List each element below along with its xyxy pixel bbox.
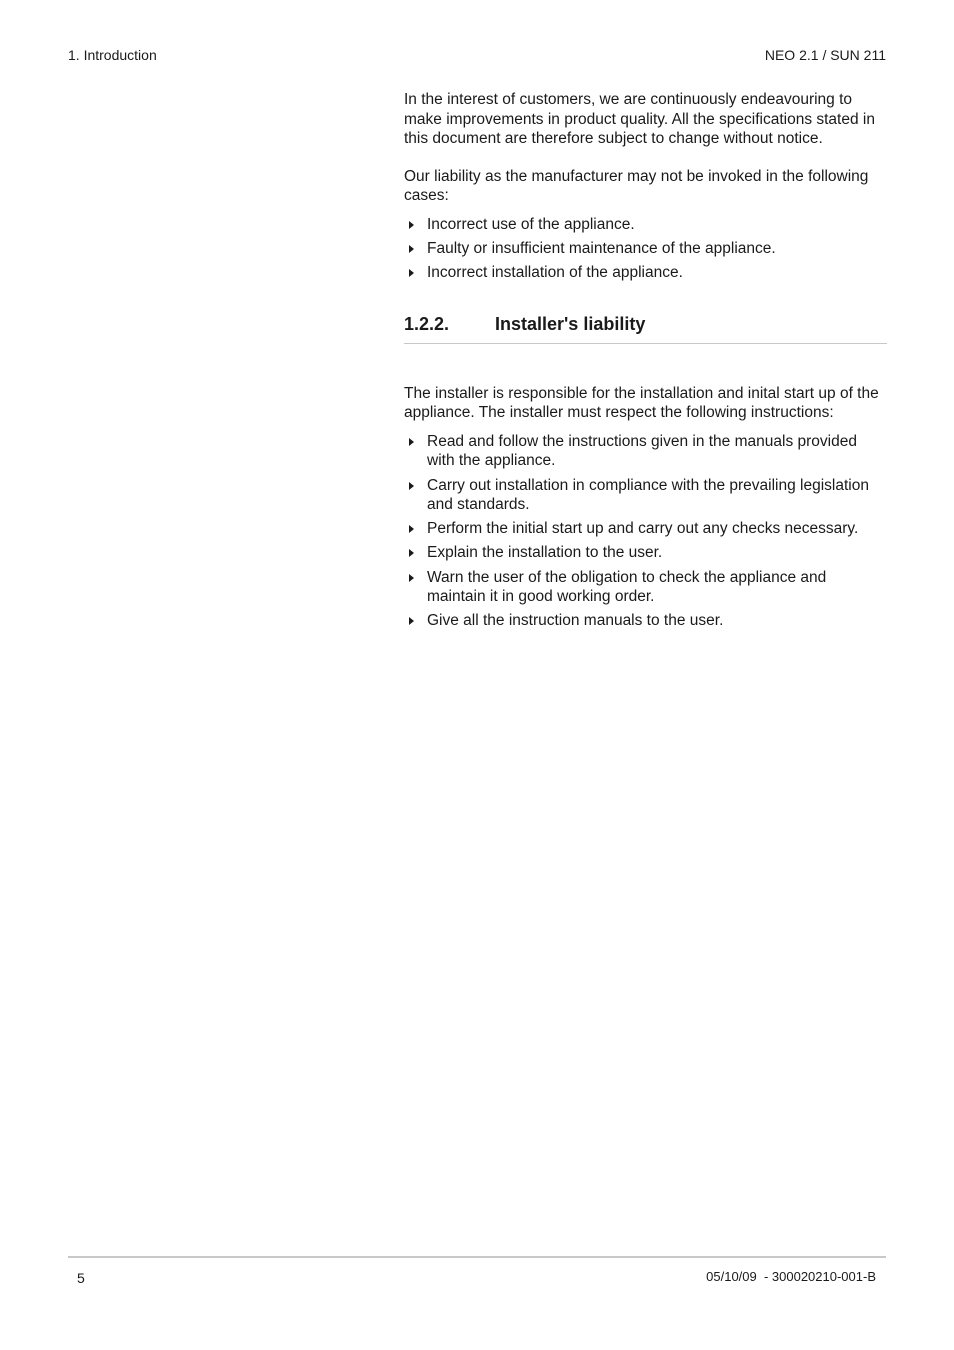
section-title: Installer's liability bbox=[495, 313, 646, 334]
list-item-text: Perform the initial start up and carry out any checks necessary. bbox=[427, 520, 859, 538]
bullet-arrow-icon bbox=[409, 617, 414, 625]
bullet-arrow-icon bbox=[409, 482, 414, 490]
list-item bbox=[404, 611, 887, 631]
list-item-text: Incorrect installation of the appliance. bbox=[427, 264, 683, 282]
bullet-arrow-icon bbox=[409, 269, 414, 277]
bullet-arrow-icon bbox=[409, 245, 414, 253]
bullet-arrow-icon bbox=[409, 221, 414, 229]
list-item-text: Carry out installation in compliance with the prevailing legislation and standards. bbox=[427, 476, 869, 514]
list-item bbox=[404, 432, 887, 471]
list-item bbox=[404, 519, 887, 539]
header-chapter: 1. Introduction bbox=[68, 47, 157, 63]
bullet-arrow-icon bbox=[409, 549, 414, 557]
list-item-text: Read and follow the instructions given in the manuals provided with the appliance. bbox=[427, 432, 857, 470]
section-number: 1.2.2. bbox=[404, 313, 450, 334]
installer-paragraph: The installer is responsible for the installation and inital start up of the appliance. The installer must respect the following instructions: bbox=[404, 384, 879, 422]
document-reference: 05/10/09 - 300020210-001-B bbox=[706, 1269, 876, 1284]
list-item bbox=[404, 239, 887, 259]
bullet-arrow-icon bbox=[409, 438, 414, 446]
header-product: NEO 2.1 / SUN 211 bbox=[764, 47, 886, 63]
liability-cases-paragraph: Our liability as the manufacturer may not be invoked in the following cases: bbox=[404, 167, 869, 205]
list-item-text: Warn the user of the obligation to check the appliance and maintain it in good working order. bbox=[427, 568, 827, 606]
liability-cases-list bbox=[404, 215, 887, 283]
list-item-text: Faulty or insufficient maintenance of the appliance. bbox=[427, 240, 776, 258]
section-heading bbox=[404, 315, 887, 344]
bullet-arrow-icon bbox=[409, 574, 414, 582]
list-item bbox=[404, 215, 887, 235]
bullet-arrow-icon bbox=[409, 525, 414, 533]
intro-paragraph: In the interest of customers, we are continuously endeavouring to make improvements in product quality. All the specifications stated in this document are therefore subject to change without notice. bbox=[404, 91, 875, 148]
page-number: 5 bbox=[77, 1270, 85, 1286]
list-item-text: Give all the instruction manuals to the user. bbox=[427, 612, 724, 630]
list-item-text: Incorrect use of the appliance. bbox=[427, 215, 635, 233]
list-item bbox=[404, 568, 887, 607]
list-item-text: Explain the installation to the user. bbox=[427, 544, 663, 562]
list-item bbox=[404, 543, 887, 563]
main-content bbox=[404, 90, 887, 636]
list-item bbox=[404, 476, 887, 515]
list-item bbox=[404, 263, 887, 283]
installer-instructions-list bbox=[404, 432, 887, 631]
footer-divider bbox=[68, 1256, 886, 1258]
